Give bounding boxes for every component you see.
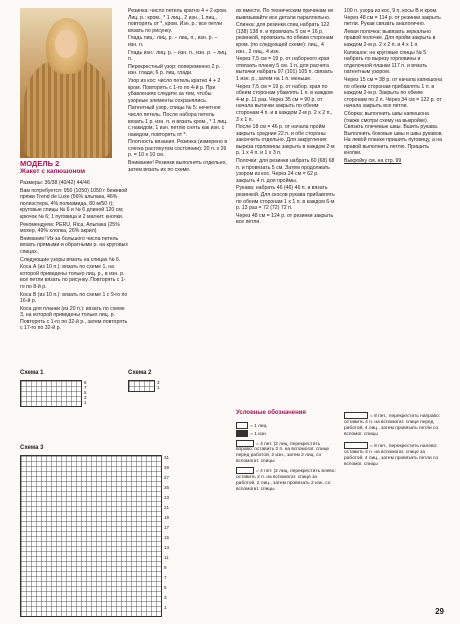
column-2 (128, 8, 228, 308)
chart-1-label: Схема 1 (20, 370, 44, 376)
paragraph: Резинка: число петель кратно 4 + 2 кром. Лиц. р.: кром., * 1 лиц., 2 изн., 1 лиц., повторять от *, кром. Изн. р.: все петли вязать по рисунку. (128, 8, 228, 34)
chart-1-row-number: 7 (84, 385, 87, 390)
chart-3-row-number: 31 (164, 455, 170, 460)
paragraph: После 18 см = 46 р. от начала пройм закрыть средние 22 п. и обе стороны закончить отдельно. Для закругления выреза горловины закрыть в каждом 2-м р. 1 х 4 п. и 1 х 3 п. (236, 124, 335, 157)
legend-column-2 (344, 412, 444, 468)
chart-3-row-number: 29 (164, 465, 170, 470)
chart-3-label: Схема 3 (20, 445, 44, 451)
face-shape (55, 30, 77, 58)
paragraph: Следующие узоры вязать на спицах № 6. (20, 256, 121, 263)
model-title: МОДЕЛЬ 2 (20, 160, 60, 168)
paragraph: их вместе. По техническим причинам не вывязывайте все детали параллельно. (236, 8, 334, 21)
paragraph: Сборка: выполнить швы капюшона (также смотри схему на выкройке). Связать плечевые швы. Вшить рукава. Выполнить боковые швы и швы рукавов. На левой планке пришить пуговицу, а на правой выполнить петлю. Пришить кнопки. (344, 110, 443, 157)
legend-column-1 (236, 422, 336, 493)
knit-symbol-icon (236, 422, 248, 429)
legend-item: = 8 пет., перекрестить налево: оставить 4 п. на вспомогат. спице за работой, 4 лиц., затем провязать петли со вспомог. спицы (344, 443, 439, 467)
chart-3-row-number: 3 (164, 595, 167, 600)
paragraph: Размеры: 36/38 (40/42) 44/46 (20, 180, 90, 186)
legend-item: = 8 пет., перекрестить направо: оставить 4 п. на вспомогат. спице перед работой, 4 лиц., затем провязать петли со вспомог. спицы (344, 413, 440, 437)
purl-symbol-icon (236, 430, 248, 437)
legend-item: = 4 пет. (2 лиц. перекрестить вправо: оставить 2 п. на вспомогат. спице перед работой, 2 изн., затем 2 лиц. со вспомогат. спицы (236, 441, 330, 465)
chart-1-row-number: 8 (84, 380, 87, 385)
cross-right-4-icon (236, 440, 254, 447)
paragraph: Через 7,5 см = 19 р. от наборного края отвязать планку 5 см. 1 п. для расчета вытачки набрать 97 (101) 105 п. связать 1 изн. р., затем на 1 п. меньше. (236, 56, 333, 82)
chart-2-row-number: 3 (157, 380, 160, 385)
paragraph: Плотность вязания. Резинка (измерено в слегка растянутом состоянии): 20 п. х 26 р. = 10 х 10 см. (128, 139, 228, 159)
paragraph: Внимание! Резинки выполнять отдельно, затем вязать их по схеме. (128, 160, 227, 173)
paragraph: Полочки: для резинки набрать 60 (68) 68 п. и провязать 5 см. Затем продолжать узором из кос. Через 24 см = 62 р. закрыть 4 п. для проймы. (236, 158, 335, 184)
paragraph: Через 48 см = 124 р. от резинки закрыть все петли. (236, 212, 334, 226)
paragraph: Узор из кос: число петель кратно 4 + 2 кром. Повторять с 1-го по 4-й р. При убавлениях следите за тем, чтобы узорные элементы сохранялись. (128, 77, 221, 104)
paragraph: Коса для планки (из 20 п.): вязать по схеме 3, на которой приведены только лиц. р. Повторять с 1-го по 32-й р., затем повторять с 17-го по 32-й р. (20, 305, 128, 332)
chart-3-row-number: 7 (164, 575, 167, 580)
paragraph: Патентный узор, спицы № 5: нечетное число петель. После набора петель вязать 1 р. изн. п. и вязать кром., * 1 лиц. с накидом, 1 изн. петлю снять как изн. с накидом, повторять от *. (128, 105, 228, 138)
paragraph: 100 п. узора из кос, 9 п. косы В и кром. Через 48 см = 114 р. от резинки закрыть петли. Рукав связать аналогично. (344, 8, 441, 28)
column-1 (20, 160, 130, 333)
chart-3-row-number: 5 (164, 585, 167, 590)
chart-2-row-number: 1 (157, 385, 160, 390)
chart-3-grid (20, 455, 162, 617)
paragraph: Гладь изн.: лиц. р. – изн. п., изн. р. – лиц. п. (128, 49, 228, 63)
paragraph: Капюшон: на круговые спицы № 5 набрать по вырезу горловины и отделочной планки 117 п. и вязать патентным узором. (344, 49, 428, 76)
chart-1-row-number: 5 (84, 390, 87, 395)
cross-right-8-icon (344, 412, 368, 419)
paragraph: Перекрестный узор: попеременно 2 р. изн. глади, 6 р. лиц. глади. (128, 63, 221, 77)
chart-1-row-number: 1 (84, 400, 87, 405)
chart-3-row-number: 1 (164, 605, 167, 610)
chart-3-row-number: 21 (164, 505, 170, 510)
chart-3-row-number: 19 (164, 515, 170, 520)
paragraph: Коса В (из 10 п.): вязать по схеме 1 с 9-го по 16-й р. (20, 291, 128, 305)
chart-2-grid (128, 380, 155, 392)
paragraph: Спинка: для резинки спиц набрать 122 (138) 138 п. и провязать 5 см = 16 р. резинкой, провязать по обеим сторонам кром. (по следующей схеме): лиц., 4 изн., 2 лиц., 4 изн. (236, 22, 334, 55)
legend-item: = 1 лиц. (236, 422, 336, 430)
chart-3-row-number: 27 (164, 475, 170, 480)
paragraph: Через 7,5 см = 19 р. от набор. края по обеим сторонам убавлять 1 п. в каждом 4-м р. 11 раз. Через 35 см = 90 р. от начала вытачки закрыть по обеим сторонам 4 п. и в каждом 2-м р. 2 х 2 п., 3 х 1 п. (236, 83, 333, 123)
paragraph: Выкройку см. на стр. 99 (344, 158, 402, 165)
chart-3-row-number: 25 (164, 485, 170, 490)
chart-1-row-number: 3 (84, 395, 87, 400)
chart-3-row-number: 9 (164, 565, 167, 570)
chart-2-label: Схема 2 (128, 370, 152, 376)
paragraph: Коса А (из 10 п.): вязать по схеме 1, на которой приведены только лиц. р., в изн. р. все петли вязать по рисунку. Повторять с 1-го по 8-й р. (20, 264, 126, 290)
column-3 (236, 8, 336, 308)
chart-3-row-number: 23 (164, 495, 170, 500)
paragraph: Внимание! Из-за большого числа петель вязать прямыми и обратными р. на круговых спицах. (20, 235, 128, 255)
paragraph: Рекомендуем: PERU, Rica, Альпака (25% мохер, 49% хлопка, 26% акрил) (20, 221, 120, 235)
column-4 (344, 8, 444, 308)
chart-3-row-number: 13 (164, 545, 170, 550)
chart-3-row-number: 11 (164, 555, 169, 560)
paragraph: Вам потребуется: 950 (1050) 1050 г бежевой пряжи Trend de Luxe (56% альпака, 46% полиэстера, 4% полиамида, 80 м/50 г); круговые спицы № 6 и № 6 длиной 120 см; крючок № 6; 1 пуговица и 2 магнит. кнопки. (20, 187, 128, 220)
cross-left-8-icon (344, 442, 368, 449)
paragraph: Через 15 см = 38 р. от начала капюшона по обеим сторонам прибавлять 1 п. в каждом 2-м р. Закрыть по обеим сторонам по 2 п. Через 34 см = 122 р. от начала закрыть все петли. (344, 76, 443, 110)
chart-1-grid (20, 380, 82, 407)
chart-3-row-number: 17 (164, 525, 170, 530)
chart-3-row-number: 15 (164, 535, 170, 540)
paragraph: Левая полочка: вывязать зеркально правой полочке. Для пройм закрыть в каждом 2-м р. 2 х 2 п. и 4 х 1 п. (344, 28, 436, 48)
page-number: 29 (435, 607, 444, 616)
paragraph: Рукава: набрать 46 (46) 46 п. и вязать резинкой. Для скосов рукава прибавлять по обеим сторонам 1 х 1 п. в каждом 6-м р. 13 раз = 72 (72) 72 п. (236, 185, 335, 212)
cross-left-4-icon (236, 467, 254, 474)
legend-title: Условные обозначения (236, 410, 306, 416)
model-subtitle: Жакет с капюшоном (20, 168, 86, 175)
legend-item: = 4 пет. (2 лиц. перекрестить влево: оставить 2 п. на вспомогат. спице за работой, 2 лиц., затем провязать 2 изн. со вспомогат. спицы (236, 469, 336, 493)
legend-item: = 1 изн. (236, 430, 336, 438)
model-photo (20, 8, 112, 158)
paragraph: Гладь лиц.: лиц. р. – лиц. п., изн. р. – изн. п. (128, 35, 218, 48)
